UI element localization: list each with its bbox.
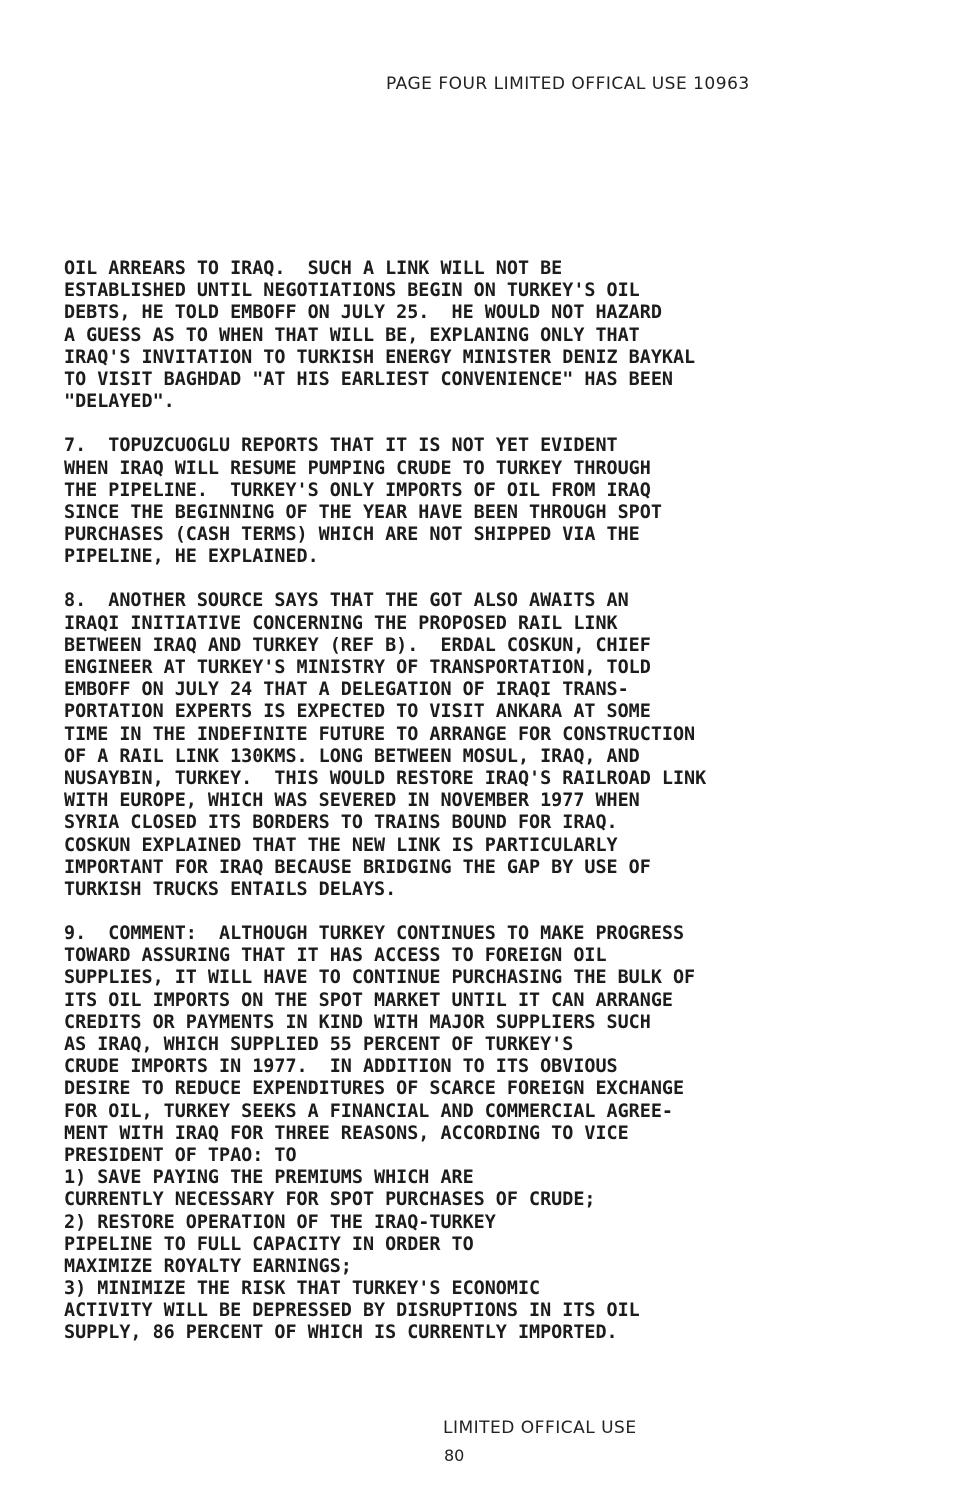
text-line: TIME IN THE INDEFINITE FUTURE TO ARRANGE FOR CONSTRUCTION [64,723,696,745]
text-line: MAXIMIZE ROYALTY EARNINGS; [64,1255,352,1277]
text-line: IMPORTANT FOR IRAQ BECAUSE BRIDGING THE GAP BY USE OF [64,856,651,878]
text-line: PORTATION EXPERTS IS EXPECTED TO VISIT ANKARA AT SOME [64,701,651,723]
text-line: A GUESS AS TO WHEN THAT WILL BE, EXPLANING ONLY THAT [64,324,640,346]
text-line: OF A RAIL LINK 130KMS. LONG BETWEEN MOSUL, IRAQ, AND [64,745,640,767]
text-line: TOWARD ASSURING THAT IT HAS ACCESS TO FOREIGN OIL [64,945,607,967]
text-line: ENGINEER AT TURKEY'S MINISTRY OF TRANSPORTATION, TOLD [64,657,651,678]
paragraph-8 [64,590,884,901]
text-line: WHEN IRAQ WILL RESUME PUMPING CRUDE TO TURKEY THROUGH [64,457,651,479]
text-line: PRESIDENT OF TPAO: TO [64,1144,297,1166]
text-line: DESIRE TO REDUCE EXPENDITURES OF SCARCE FOREIGN EXCHANGE [64,1078,685,1100]
text-line: NUSAYBIN, TURKEY. THIS WOULD RESTORE IRAQ'S RAILROAD LINK [64,767,707,789]
text-line: "DELAYED". [64,391,175,413]
text-line: TO VISIT BAGHDAD "AT HIS EARLIEST CONVENIENCE" HAS BEEN [64,368,673,390]
text-line: ACTIVITY WILL BE DEPRESSED BY DISRUPTIONS IN ITS OIL [64,1300,640,1322]
text-line: 7. TOPUZCUOGLU REPORTS THAT IT IS NOT YET EVIDENT [64,435,618,457]
text-line: SYRIA CLOSED ITS BORDERS TO TRAINS BOUND FOR IRAQ. [64,812,618,834]
page-number: 80 [444,1446,465,1465]
text-line: FOR OIL, TURKEY SEEKS A FINANCIAL AND COMMERCIAL AGREE- [64,1100,673,1122]
text-line: SUPPLIES, IT WILL HAVE TO CONTINUE PURCHASING THE BULK OF [64,967,696,989]
text-line: 3) MINIMIZE THE RISK THAT TURKEY'S ECONOMIC [64,1278,541,1300]
text-line: PURCHASES (CASH TERMS) WHICH ARE NOT SHIPPED VIA THE [64,524,640,546]
text-line: IRAQI INITIATIVE CONCERNING THE PROPOSED RAIL LINK [64,612,618,634]
text-line: CREDITS OR PAYMENTS IN KIND WITH MAJOR SUPPLIERS SUCH [64,1011,651,1033]
text-line: OIL ARREARS TO IRAQ. SUCH A LINK WILL NOT BE [64,258,563,279]
footer-classification: LIMITED OFFICAL USE [443,1418,637,1438]
text-line: EMBOFF ON JULY 24 THAT A DELEGATION OF IRAQI TRANS- [64,679,629,701]
text-line: SUPPLY, 86 PERCENT OF WHICH IS CURRENTLY IMPORTED. [64,1322,618,1344]
text-line: 1) SAVE PAYING THE PREMIUMS WHICH ARE [64,1167,474,1189]
text-line: ESTABLISHED UNTIL NEGOTIATIONS BEGIN ON TURKEY'S OIL [64,280,640,302]
text-line: COSKUN EXPLAINED THAT THE NEW LINK IS PARTICULARLY [64,834,618,856]
text-line: ITS OIL IMPORTS ON THE SPOT MARKET UNTIL IT CAN ARRANGE [64,989,673,1011]
paragraph-9-comment [64,923,884,1345]
paragraph-7 [64,435,884,568]
text-line: 2) RESTORE OPERATION OF THE IRAQ-TURKEY [64,1211,496,1233]
text-line: PIPELINE, HE EXPLAINED. [64,546,319,568]
text-line: IRAQ'S INVITATION TO TURKISH ENERGY MINISTER DENIZ BAYKAL [64,346,696,368]
document-body [64,258,884,1367]
text-line: SINCE THE BEGINNING OF THE YEAR HAVE BEEN THROUGH SPOT [64,501,662,523]
text-line: PIPELINE TO FULL CAPACITY IN ORDER TO [64,1233,474,1255]
text-line: MENT WITH IRAQ FOR THREE REASONS, ACCORDING TO VICE [64,1122,629,1144]
text-line: TURKISH TRUCKS ENTAILS DELAYS. [64,878,397,900]
text-line: BETWEEN IRAQ AND TURKEY (REF B). ERDAL COSKUN, CHIEF [64,634,651,656]
text-line: WITH EUROPE, WHICH WAS SEVERED IN NOVEMBER 1977 WHEN [64,790,640,812]
text-line: CRUDE IMPORTS IN 1977. IN ADDITION TO ITS OBVIOUS [64,1056,618,1078]
text-line: 8. ANOTHER SOURCE SAYS THAT THE GOT ALSO AWAITS AN [64,590,629,612]
text-line: DEBTS, HE TOLD EMBOFF ON JULY 25. HE WOULD NOT HAZARD [64,302,662,324]
text-line: 9. COMMENT: ALTHOUGH TURKEY CONTINUES TO MAKE PROGRESS [64,923,685,945]
text-line: CURRENTLY NECESSARY FOR SPOT PURCHASES OF CRUDE; [64,1189,596,1211]
text-line: THE PIPELINE. TURKEY'S ONLY IMPORTS OF OIL FROM IRAQ [64,479,651,501]
page-header: PAGE FOUR LIMITED OFFICAL USE 10963 [386,74,750,94]
text-line: AS IRAQ, WHICH SUPPLIED 55 PERCENT OF TURKEY'S [64,1034,574,1055]
paragraph-6-continued [64,258,884,413]
